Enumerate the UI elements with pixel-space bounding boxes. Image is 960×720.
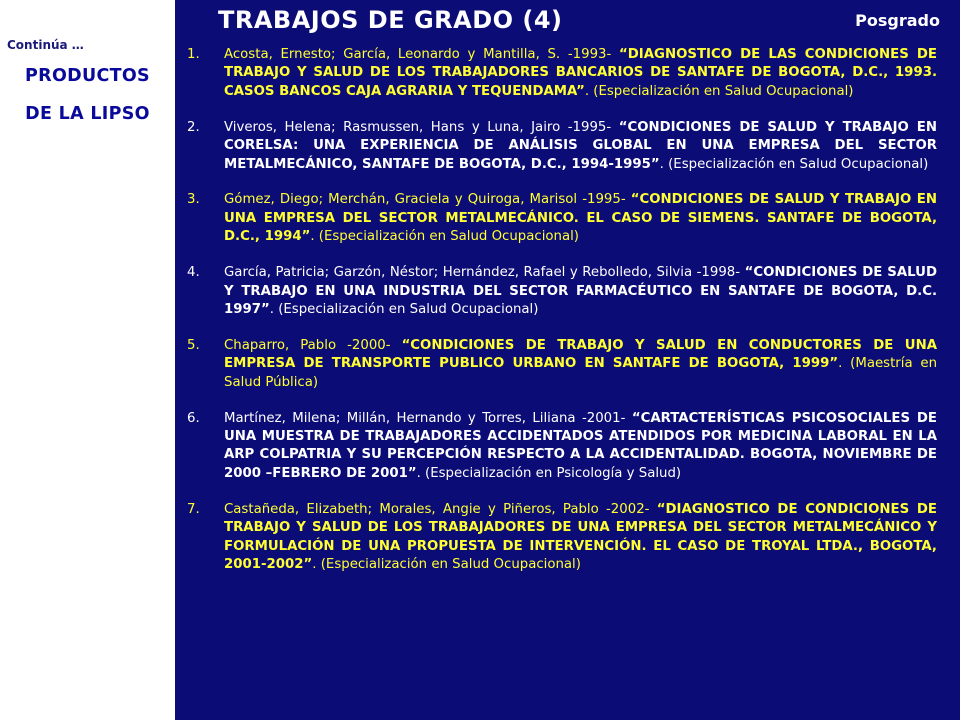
reference-degree: . (Especialización en Salud Ocupacional) <box>659 156 929 172</box>
reference-degree: . (Especialización en Salud Ocupacional) <box>584 83 854 99</box>
reference-number: 6. <box>187 410 200 426</box>
reference-authors: Martínez, Milena; Millán, Hernando y Torres, Liliana -2001- <box>224 410 632 426</box>
reference-degree: . (Especialización en Salud Ocupacional) <box>310 229 579 245</box>
reference-title: “CONDICIONES DE SALUD Y TRABAJO EN UNA EMPRESA DEL SECTOR METALMECÁNICO. EL CASO DE SIEMENS. SANTAFE DE BOGOTA, D.C., 1994” <box>224 192 937 245</box>
reference-number: 2. <box>187 119 200 135</box>
section-heading-line2: DE LA LIPSO <box>25 104 150 124</box>
reference-title: “CONDICIONES DE TRABAJO Y SALUD EN CONDUCTORES DE UNA EMPRESA DE TRANSPORTE PUBLICO URBANO EN SANTAFE DE BOGOTA, 1999” <box>224 337 937 372</box>
main-panel <box>175 0 960 720</box>
reference-degree: . (Especialización en Salud Ocupacional) <box>269 301 539 317</box>
reference-authors: García, Patricia; Garzón, Néstor; Hernández, Rafael y Rebolledo, Silvia -1998- <box>224 265 745 281</box>
reference-authors: Gómez, Diego; Merchán, Graciela y Quiroga, Marisol -1995- <box>224 192 631 208</box>
reference-item <box>187 46 937 101</box>
sidebar <box>0 0 175 720</box>
reference-item <box>187 501 937 575</box>
reference-title: “DIAGNOSTICO DE CONDICIONES DE TRABAJO Y SALUD DE LOS TRABAJADORES DE UNA EMPRESA DEL SECTOR METALMECÁNICO Y FORMULACIÓN DE UNA PROPUESTA DE INTERVENCIÓN. EL CASO DE TROYAL LTDA., BOGOTA, 2001-2002” <box>224 501 937 572</box>
reference-title: “CONDICIONES DE SALUD Y TRABAJO EN CORELSA: UNA EXPERIENCIA DE ANÁLISIS GLOBAL EN UNA EMPRESA DEL SECTOR METALMECÁNICO, SANTAFE DE BOGOTA, D.C., 1994-1995” <box>224 119 937 172</box>
reference-item <box>187 264 937 319</box>
reference-number: 5. <box>187 337 200 353</box>
reference-title: “DIAGNOSTICO DE LAS CONDICIONES DE TRABAJO Y SALUD DE LOS TRABAJADORES BANCARIOS DE SANTAFE DE BOGOTA, D.C., 1993. CASOS BANCOS CAJA AGRARIA Y TEQUENDAMA” <box>224 47 937 99</box>
reference-item <box>187 410 937 484</box>
reference-title: “CARTACTERÍSTICAS PSICOSOCIALES DE UNA MUESTRA DE TRABAJADORES ACCIDENTADOS ATENDIDOS POR MEDICINA LABORAL EN LA ARP COLPATRIA Y SU PERCEPCIÓN RESPECTO A LA ACCIDENTALIDAD. BOGOTA, NOVIEMBRE DE 2000 –FEBRERO DE 2001” <box>224 410 937 481</box>
reference-number: 1. <box>187 47 200 62</box>
reference-authors: Acosta, Ernesto; García, Leonardo y Mantilla, S. -1993- <box>224 47 620 62</box>
reference-degree: . (Especialización en Salud Ocupacional) <box>312 556 581 572</box>
reference-degree: . (Especialización en Psicología y Salud) <box>416 465 682 481</box>
reference-degree: . (Maestría en Salud Pública) <box>224 356 937 390</box>
reference-title: “CONDICIONES DE SALUD Y TRABAJO EN UNA INDUSTRIA DEL SECTOR FARMACÉUTICO EN SANTAFE DE BOGOTA, D.C. 1997” <box>224 265 937 317</box>
reference-authors: Chaparro, Pablo -2000- <box>224 337 402 353</box>
category-badge: Posgrado <box>855 11 940 30</box>
continued-label: Continúa … <box>7 38 84 52</box>
reference-number: 3. <box>187 192 200 208</box>
reference-number: 7. <box>187 501 200 517</box>
page-title: TRABAJOS DE GRADO (4) <box>218 6 563 34</box>
section-heading-line1: PRODUCTOS <box>25 66 150 86</box>
reference-item <box>187 191 937 246</box>
reference-number: 4. <box>187 265 200 281</box>
reference-list <box>187 46 937 592</box>
reference-authors: Viveros, Helena; Rasmussen, Hans y Luna, Jairo -1995- <box>224 119 619 135</box>
reference-item <box>187 337 937 392</box>
reference-item <box>187 119 937 174</box>
reference-authors: Castañeda, Elizabeth; Morales, Angie y Piñeros, Pablo -2002- <box>224 501 657 517</box>
